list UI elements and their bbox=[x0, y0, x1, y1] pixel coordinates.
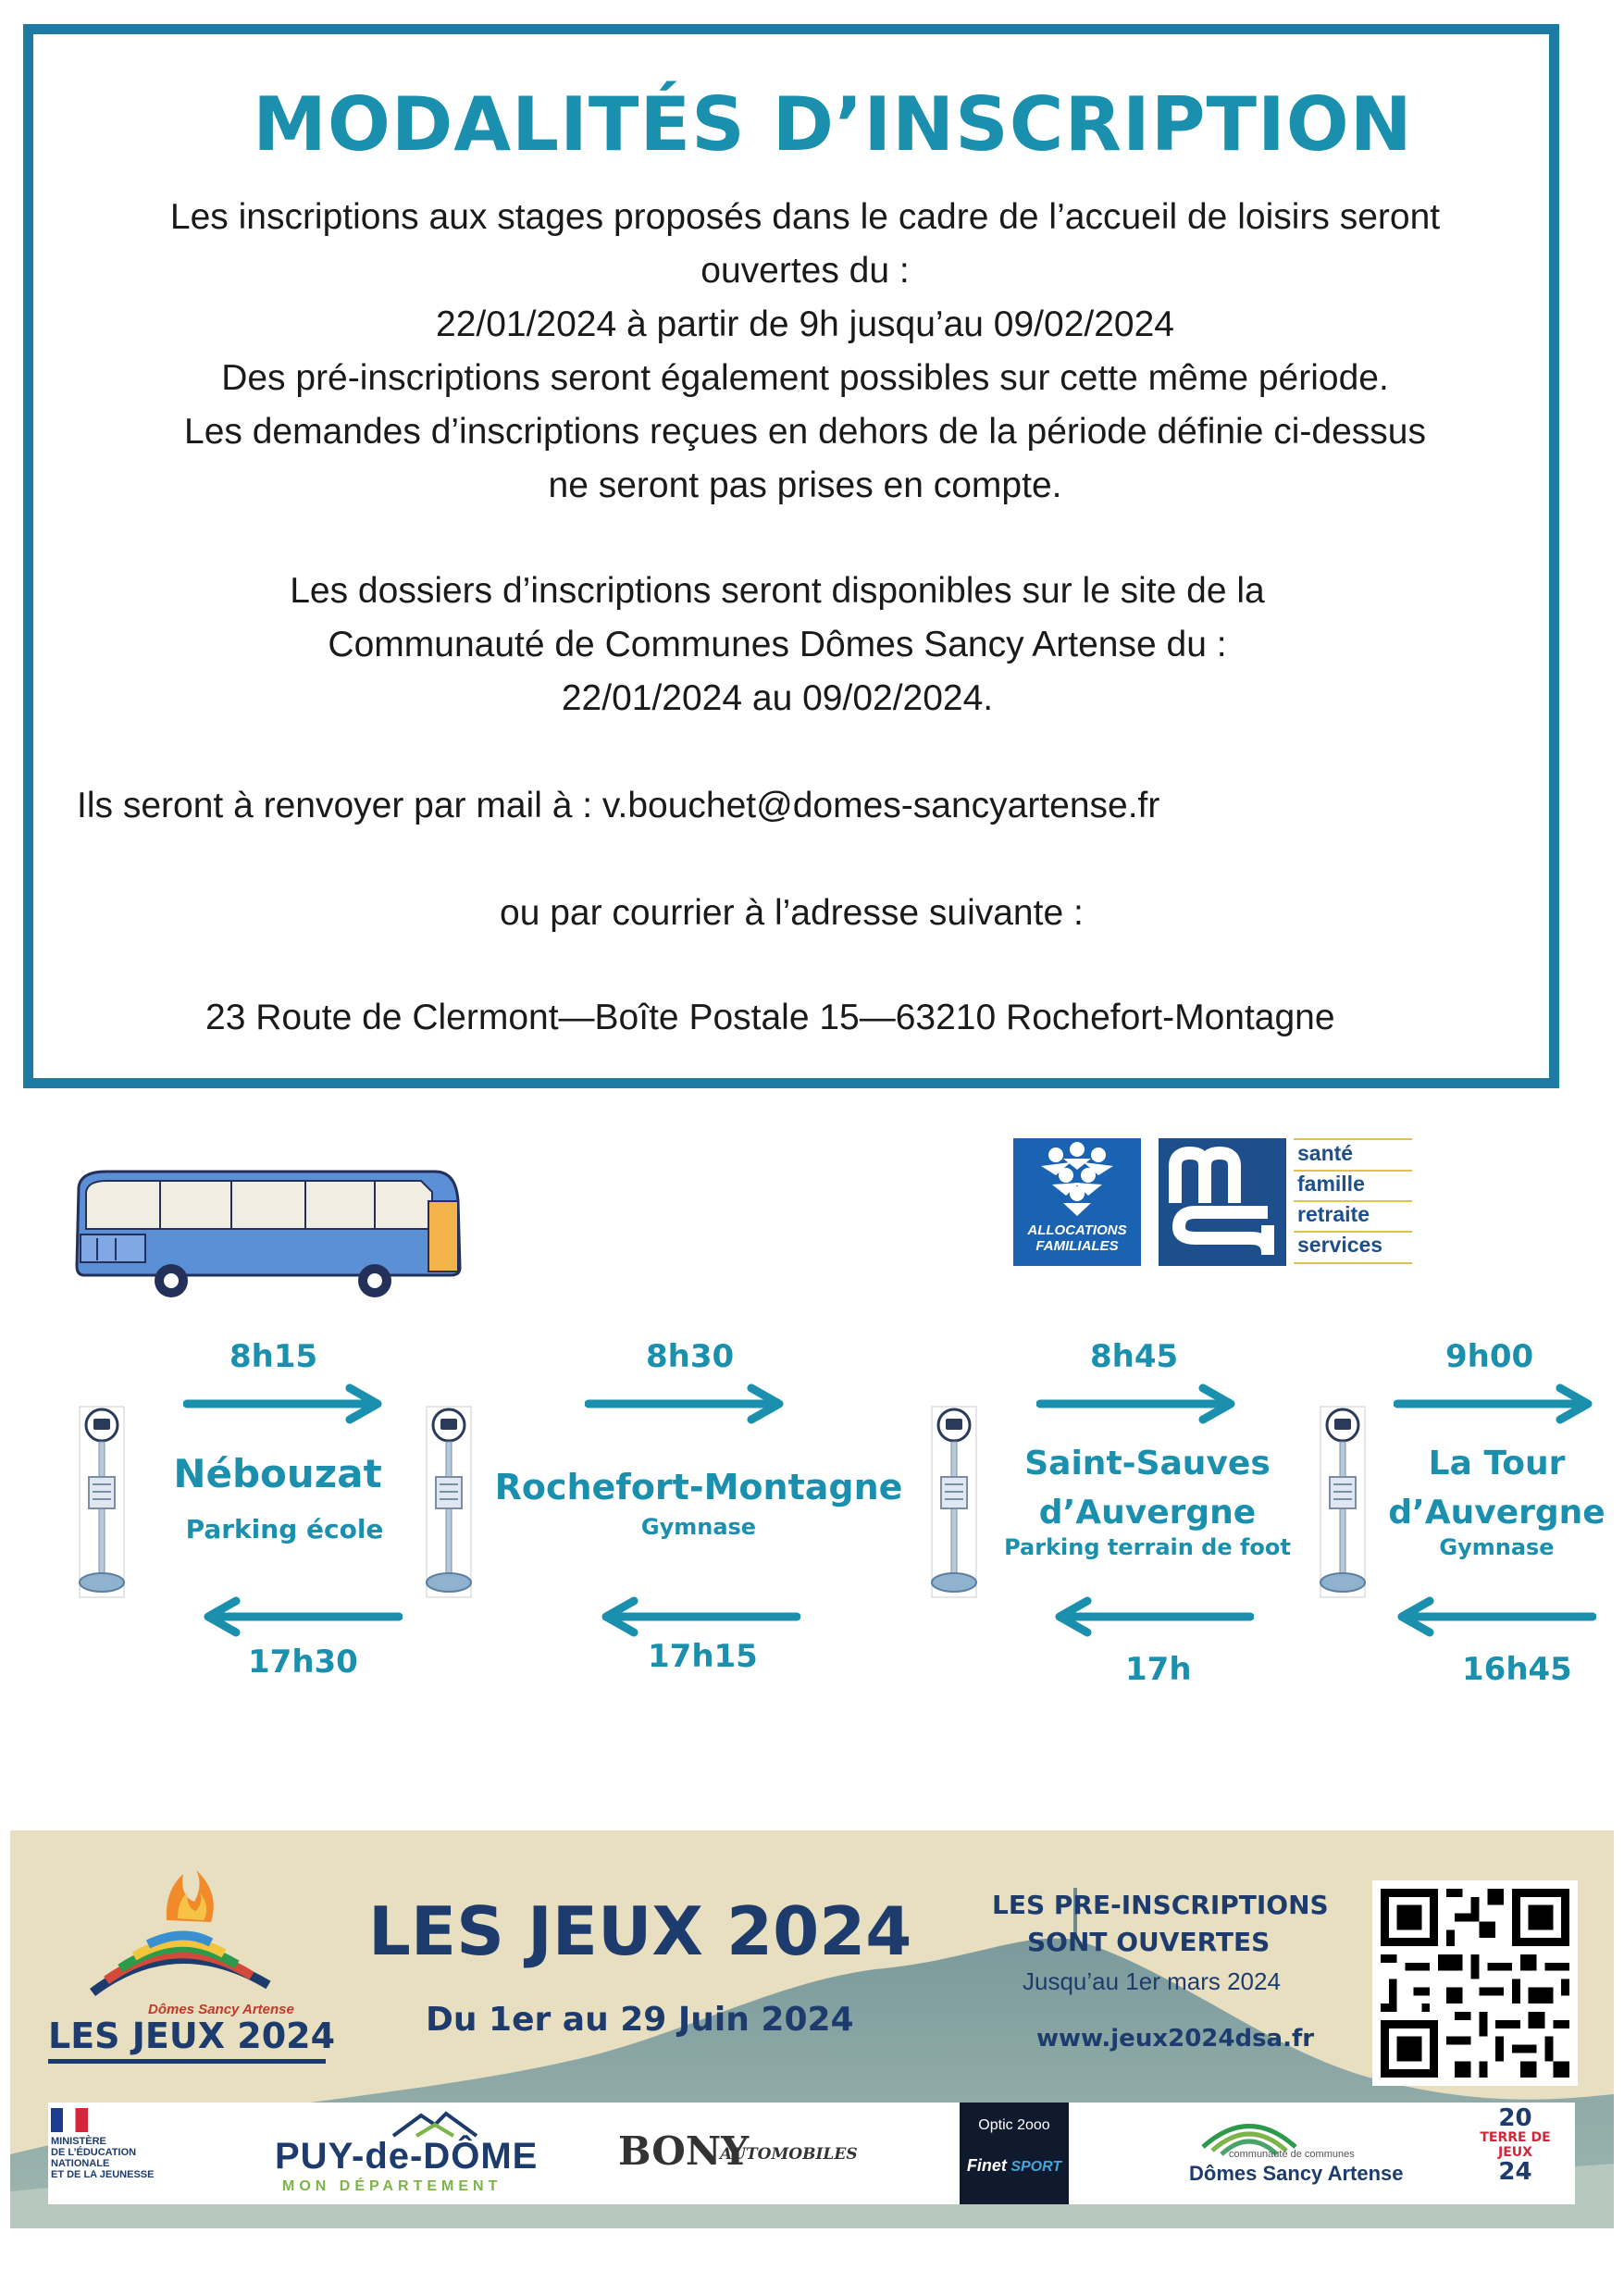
divider bbox=[1294, 1262, 1412, 1264]
arrow-right-icon bbox=[585, 1383, 793, 1424]
ministere-line: MINISTÈRE bbox=[51, 2136, 106, 2147]
french-flag-icon bbox=[51, 2108, 88, 2132]
msa-word: retraite bbox=[1297, 1202, 1370, 1226]
divider bbox=[1294, 1138, 1412, 1140]
terre-de-jeux-logo bbox=[1471, 2106, 1559, 2184]
tdj-label: TERRE DE JEUX bbox=[1480, 2130, 1551, 2160]
optic-label: Optic 2ooo bbox=[978, 2117, 1050, 2133]
website-link[interactable]: www.jeux2024dsa.fr bbox=[1036, 2025, 1315, 2053]
departure-time: 8h30 bbox=[646, 1338, 735, 1375]
stop-name: Nébouzat bbox=[173, 1451, 382, 1496]
dossiers-paragraph bbox=[28, 564, 1527, 726]
bus-stop-icon bbox=[926, 1405, 982, 1599]
preregistration-deadline: Jusqu’au 1er mars 2024 bbox=[1023, 1967, 1281, 1995]
text-line: 22/01/2024 au 09/02/2024. bbox=[561, 678, 994, 718]
postal-address: 23 Route de Clermont—Boîte Postale 15—63210 Rochefort-Montagne bbox=[205, 998, 1335, 1037]
return-time: 16h45 bbox=[1462, 1651, 1572, 1688]
bus-icon bbox=[69, 1164, 467, 1303]
ministere-line: NATIONALE bbox=[51, 2158, 110, 2169]
stop-name-line: d’Auvergne bbox=[1038, 1494, 1257, 1532]
sport-label: SPORT bbox=[1010, 2159, 1062, 2175]
departure-time: 8h15 bbox=[229, 1338, 318, 1375]
courier-line: ou par courrier à l’adresse suivante : bbox=[500, 893, 1084, 933]
qr-code-icon bbox=[1372, 1880, 1578, 2086]
ministere-logo bbox=[51, 2108, 180, 2180]
arrow-left-icon bbox=[592, 1596, 800, 1637]
puy-de-dome-mountain-icon bbox=[389, 2110, 481, 2138]
puy-de-dome-subtitle: MON DÉPARTEMENT bbox=[282, 2178, 502, 2194]
stop-name-line: Saint-Sauves bbox=[1024, 1445, 1271, 1482]
text-line: 22/01/2024 à partir de 9h jusqu’au 09/02/2024 bbox=[436, 304, 1174, 344]
stop-name-line: d’Auvergne bbox=[1388, 1494, 1605, 1532]
ministere-line: ET DE LA JEUNESSE bbox=[51, 2169, 155, 2180]
return-time: 17h15 bbox=[648, 1638, 758, 1675]
text-line: ouvertes du : bbox=[700, 251, 910, 291]
dsa-caption: communauté de communes bbox=[1229, 2149, 1355, 2160]
msa-word: santé bbox=[1297, 1141, 1354, 1165]
text-line: Les demandes d’inscriptions reçues en dehors de la période définie ci-dessus bbox=[184, 412, 1426, 452]
return-time: 17h bbox=[1125, 1651, 1192, 1688]
arrow-right-icon bbox=[183, 1383, 391, 1424]
arrow-right-icon bbox=[1036, 1383, 1245, 1424]
departure-time: 9h00 bbox=[1445, 1338, 1534, 1375]
puy-de-dome-logo: PUY-de-DÔME bbox=[275, 2136, 539, 2177]
banner-title: LES JEUX 2024 bbox=[368, 1892, 912, 1970]
logo-subtitle: Dômes Sancy Artense bbox=[148, 2002, 294, 2017]
stop-name bbox=[999, 1439, 1295, 1537]
bony-subtitle: AUTOMOBILES bbox=[720, 2145, 858, 2164]
family-figures-icon bbox=[1013, 1138, 1141, 1222]
msa-word: services bbox=[1297, 1233, 1383, 1257]
page-title: MODALITÉS D’INSCRIPTION bbox=[253, 81, 1413, 167]
return-time: 17h30 bbox=[248, 1644, 358, 1681]
banner-dates: Du 1er au 29 Juin 2024 bbox=[426, 2001, 854, 2039]
qr-code[interactable] bbox=[1372, 1880, 1578, 2086]
msa-monogram-icon bbox=[1159, 1138, 1286, 1266]
logo-title: LES JEUX 2024 bbox=[48, 2016, 336, 2056]
dsa-logo: Dômes Sancy Artense bbox=[1189, 2162, 1404, 2185]
text-line: Des pré-inscriptions seront également possibles sur cette même période. bbox=[221, 358, 1389, 398]
caf-logo-text bbox=[1013, 1222, 1141, 1254]
msa-logo bbox=[1159, 1138, 1286, 1266]
tdj-year: 24 bbox=[1498, 2158, 1532, 2186]
stop-location: Gymnase bbox=[640, 1514, 757, 1540]
optic-finet-logo bbox=[960, 2103, 1069, 2204]
stop-location: Parking école bbox=[185, 1514, 384, 1544]
bus-stop-icon bbox=[74, 1405, 130, 1599]
registration-paragraph bbox=[56, 191, 1555, 513]
stop-location: Gymnase bbox=[1439, 1534, 1555, 1560]
stop-location: Parking terrain de foot bbox=[1004, 1534, 1291, 1560]
caf-line: ALLOCATIONS bbox=[1027, 1222, 1127, 1238]
finet-label: Finet bbox=[966, 2156, 1007, 2175]
stop-name: Rochefort-Montagne bbox=[494, 1467, 903, 1507]
bony-logo: BONY bbox=[618, 2128, 750, 2174]
logo-underline bbox=[48, 2059, 326, 2064]
text-line: Les inscriptions aux stages proposés dans le cadre de l’accueil de loisirs seront bbox=[169, 197, 1441, 237]
text-line: Les dossiers d’inscriptions seront disponibles sur le site de la bbox=[290, 571, 1265, 611]
arrow-left-icon bbox=[194, 1596, 403, 1637]
preregistration-heading: SONT OUVERTES bbox=[1027, 1927, 1271, 1957]
arrow-left-icon bbox=[1388, 1596, 1596, 1637]
text-line: ne seront pas prises en compte. bbox=[548, 465, 1062, 505]
text-line: Communauté de Communes Dômes Sancy Artense du : bbox=[328, 625, 1227, 664]
jeux-2024-flame-logo bbox=[56, 1865, 333, 2003]
departure-time: 8h45 bbox=[1090, 1338, 1179, 1375]
stop-name bbox=[1379, 1439, 1615, 1537]
ministere-line: DE L’ÉDUCATION bbox=[51, 2147, 137, 2158]
caf-line: FAMILIALES bbox=[1035, 1238, 1119, 1254]
msa-word: famille bbox=[1297, 1172, 1365, 1196]
stop-name-line: La Tour bbox=[1428, 1445, 1566, 1482]
bus-stop-icon bbox=[421, 1405, 477, 1599]
bus-stop-icon bbox=[1315, 1405, 1370, 1599]
preregistration-heading: LES PRE-INSCRIPTIONS bbox=[992, 1890, 1329, 1920]
arrow-right-icon bbox=[1394, 1383, 1602, 1424]
arrow-left-icon bbox=[1046, 1596, 1254, 1637]
tdj-year: 20 bbox=[1498, 2104, 1532, 2132]
email-line[interactable]: Ils seront à renvoyer par mail à : v.bouchet@domes-sancyartense.fr bbox=[77, 786, 1160, 825]
